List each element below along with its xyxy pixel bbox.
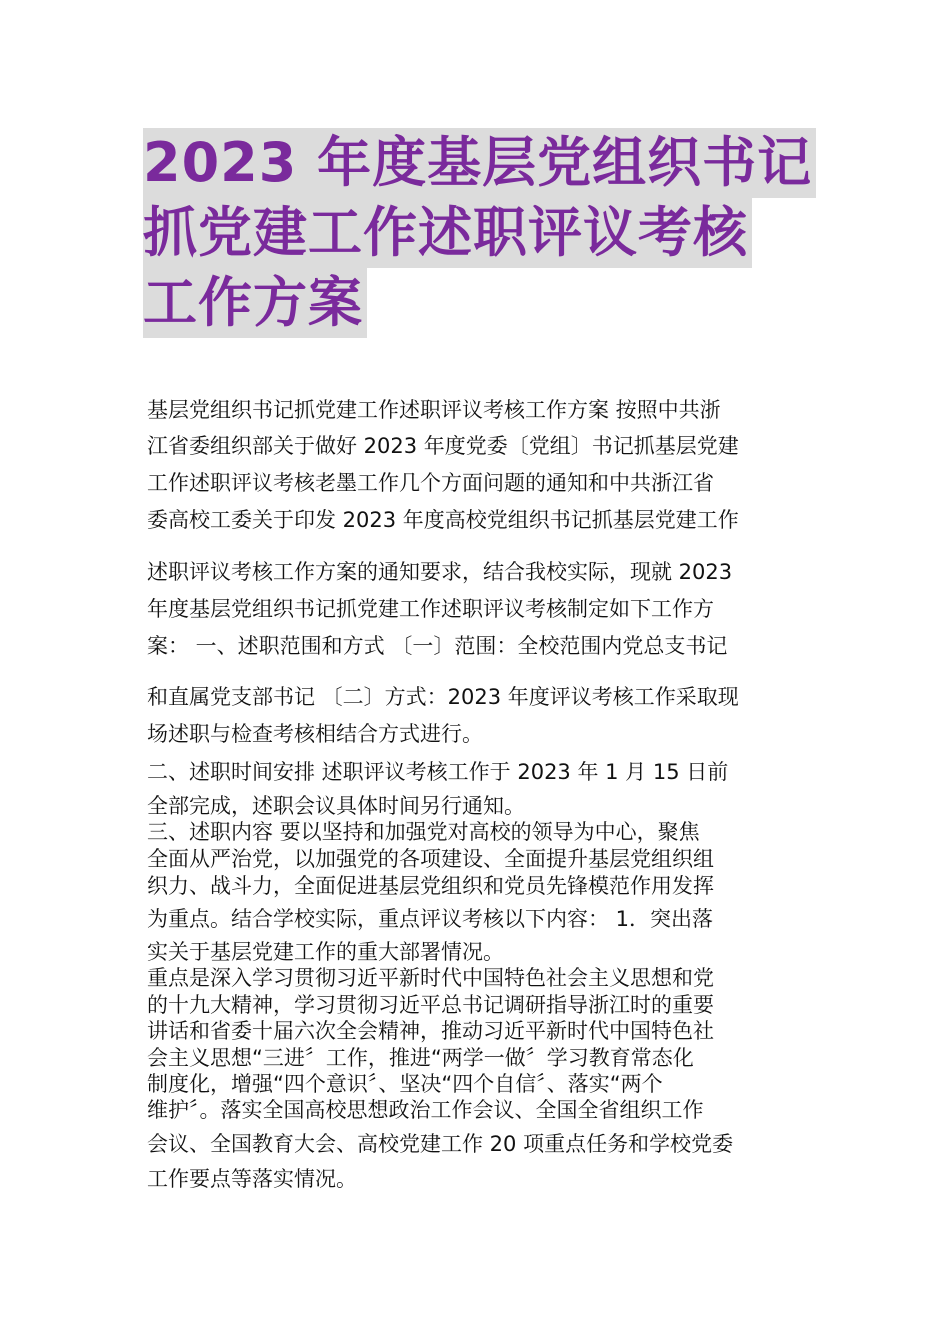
body-line: 维护〞。落实全国高校思想政治工作会议、全国全省组织工作 (147, 1098, 704, 1122)
title-line-1: 2023 年度基层党组织书记 (143, 128, 816, 198)
body-line: 工作要点等落实情况。 (147, 1167, 357, 1191)
body-line: 场述职与检查考核相结合方式进行。 (147, 722, 483, 746)
body-line: 三、述职内容 要以坚持和加强党对高校的领导为中心，聚焦 (147, 820, 700, 844)
body-line: 基层党组织书记抓党建工作述职评议考核工作方案 按照中共浙 (147, 398, 721, 422)
body-line: 案： 一、述职范围和方式 〔一〕范围：全校范围内党总支书记 (147, 634, 728, 658)
body-line: 会主义思想“三进〞工作，推进“两学一做〞学习教育常态化 (147, 1046, 694, 1070)
body-line: 重点是深入学习贯彻习近平新时代中国特色社会主义思想和党 (147, 966, 714, 990)
body-line: 江省委组织部关于做好 2023 年度党委〔党组〕书记抓基层党建 (147, 434, 739, 458)
body-line: 讲话和省委十届六次全会精神，推动习近平新时代中国特色社 (147, 1019, 714, 1043)
title-line-2: 抓党建工作述职评议考核 (143, 198, 752, 268)
body-line: 的十九大精神，学习贯彻习近平总书记调研指导浙江时的重要 (147, 993, 714, 1017)
body-line: 二、述职时间安排 述职评议考核工作于 2023 年 1 月 15 日前 (147, 760, 729, 784)
body-line: 为重点。结合学校实际，重点评议考核以下内容： 1．突出落 (147, 907, 714, 931)
title-line-3: 工作方案 (143, 268, 367, 338)
body-line: 会议、全国教育大会、高校党建工作 20 项重点任务和学校党委 (147, 1132, 734, 1156)
body-line: 和直属党支部书记 〔二〕方式：2023 年度评议考核工作采取现 (147, 685, 739, 709)
body-line: 织力、战斗力，全面促进基层党组织和党员先锋模范作用发挥 (147, 874, 714, 898)
body-line: 委高校工委关于印发 2023 年度高校党组织书记抓基层党建工作 (147, 508, 739, 532)
body-line: 制度化，增强“四个意识〞、坚决“四个自信〞、落实“两个 (147, 1072, 663, 1096)
body-line: 工作述职评议考核老墨工作几个方面问题的通知和中共浙江省 (147, 471, 714, 495)
body-line: 全部完成，述职会议具体时间另行通知。 (147, 794, 525, 818)
body-line: 年度基层党组织书记抓党建工作述职评议考核制定如下工作方 (147, 597, 714, 621)
body-line: 实关于基层党建工作的重大部署情况。 (147, 940, 504, 964)
document-title (143, 128, 823, 338)
body-line: 述职评议考核工作方案的通知要求，结合我校实际，现就 2023 (147, 560, 733, 584)
body-line: 全面从严治党，以加强党的各项建设、全面提升基层党组织组 (147, 847, 714, 871)
